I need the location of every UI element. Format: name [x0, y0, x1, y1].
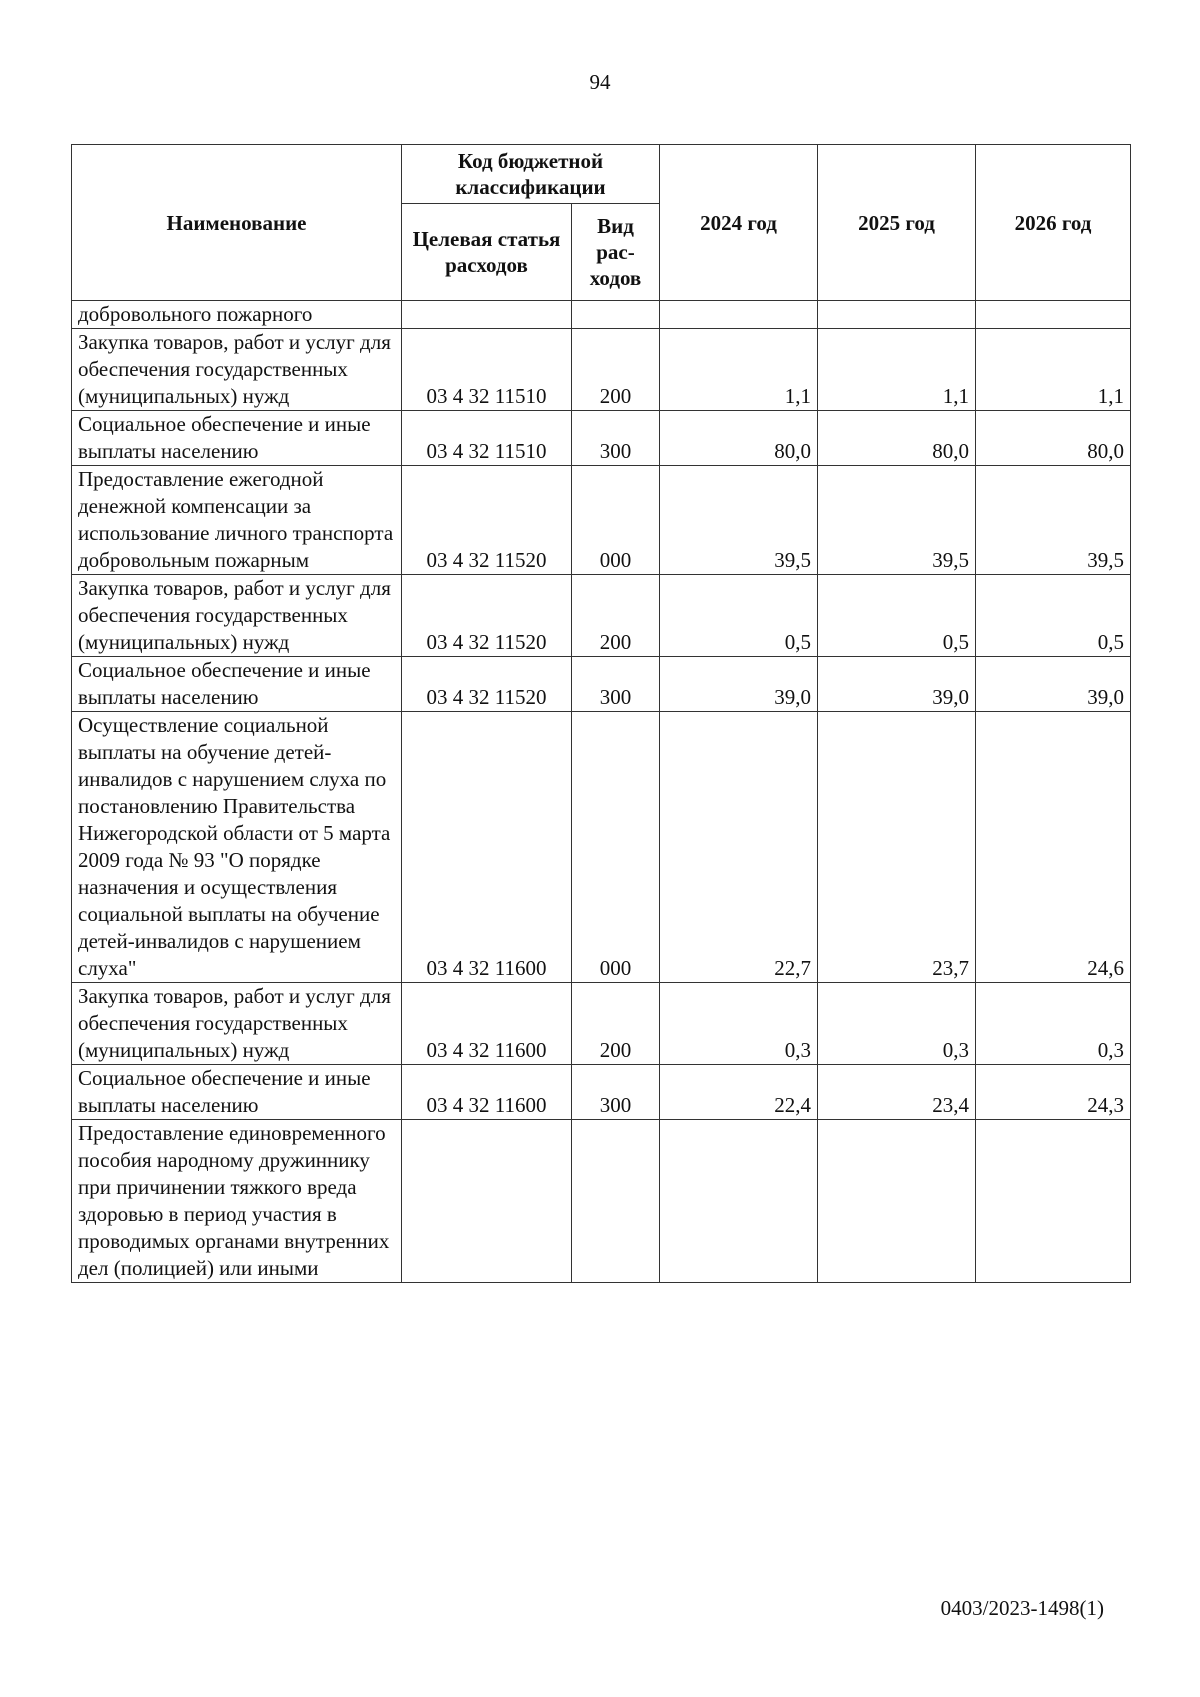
header-2025: 2025 год [818, 145, 976, 301]
row-name-cell: Предоставление ежегодной денежной компенсации за использование личного транспорта добровольным пожарным [72, 466, 402, 575]
row-2025-cell: 0,5 [818, 575, 976, 657]
table-row [72, 329, 1131, 411]
row-name-cell: Закупка товаров, работ и услуг для обеспечения государственных (муниципальных) нужд [72, 329, 402, 411]
row-expense-type-cell: 200 [572, 329, 660, 411]
row-2024-cell: 39,0 [660, 657, 818, 712]
row-target-article-cell: 03 4 32 11520 [402, 575, 572, 657]
row-expense-type-cell: 200 [572, 983, 660, 1065]
header-target-article: Целевая статья расходов [402, 204, 572, 301]
row-expense-type-cell: 300 [572, 657, 660, 712]
row-target-article-cell: 03 4 32 11520 [402, 466, 572, 575]
row-2026-cell: 39,0 [976, 657, 1131, 712]
row-target-article-cell: 03 4 32 11600 [402, 712, 572, 983]
row-name-cell: Предоставление единовременного пособия народному дружиннику при причинении тяжкого вреда здоровью в период участия в проводимых органами внутренних дел (полицией) или иными [72, 1120, 402, 1283]
row-2024-cell: 0,5 [660, 575, 818, 657]
table-row [72, 466, 1131, 575]
table-row [72, 983, 1131, 1065]
row-2024-cell [660, 1120, 818, 1283]
header-2026: 2026 год [976, 145, 1131, 301]
row-2024-cell: 1,1 [660, 329, 818, 411]
table-row [72, 575, 1131, 657]
row-2026-cell: 39,5 [976, 466, 1131, 575]
row-name-cell: добровольного пожарного [72, 301, 402, 329]
row-target-article-cell [402, 1120, 572, 1283]
row-name-cell: Закупка товаров, работ и услуг для обеспечения государственных (муниципальных) нужд [72, 983, 402, 1065]
row-2025-cell: 39,5 [818, 466, 976, 575]
row-2025-cell: 1,1 [818, 329, 976, 411]
row-2025-cell: 23,4 [818, 1065, 976, 1120]
row-name-cell: Социальное обеспечение и иные выплаты населению [72, 657, 402, 712]
row-2026-cell: 1,1 [976, 329, 1131, 411]
row-name-cell: Социальное обеспечение и иные выплаты населению [72, 411, 402, 466]
row-expense-type-cell: 200 [572, 575, 660, 657]
row-target-article-cell [402, 301, 572, 329]
row-expense-type-cell: 000 [572, 466, 660, 575]
row-2024-cell: 22,7 [660, 712, 818, 983]
row-target-article-cell: 03 4 32 11520 [402, 657, 572, 712]
row-2024-cell: 39,5 [660, 466, 818, 575]
row-name-cell: Закупка товаров, работ и услуг для обеспечения государственных (муниципальных) нужд [72, 575, 402, 657]
row-2026-cell: 24,6 [976, 712, 1131, 983]
table-row [72, 1065, 1131, 1120]
header-expense-type: Вид рас-ходов [572, 204, 660, 301]
row-2025-cell: 0,3 [818, 983, 976, 1065]
row-target-article-cell: 03 4 32 11510 [402, 411, 572, 466]
row-2026-cell: 0,3 [976, 983, 1131, 1065]
row-expense-type-cell: 300 [572, 411, 660, 466]
table-row [72, 411, 1131, 466]
table-row [72, 301, 1131, 329]
row-2025-cell [818, 1120, 976, 1283]
row-2025-cell [818, 301, 976, 329]
budget-table [71, 144, 1131, 1283]
row-expense-type-cell [572, 1120, 660, 1283]
row-expense-type-cell: 300 [572, 1065, 660, 1120]
row-2026-cell: 24,3 [976, 1065, 1131, 1120]
row-2026-cell: 0,5 [976, 575, 1131, 657]
page-number: 94 [589, 70, 611, 94]
row-2026-cell: 80,0 [976, 411, 1131, 466]
table-row [72, 1120, 1131, 1283]
table-row [72, 712, 1131, 983]
row-2026-cell [976, 301, 1131, 329]
row-2024-cell: 22,4 [660, 1065, 818, 1120]
row-expense-type-cell [572, 301, 660, 329]
row-2024-cell [660, 301, 818, 329]
row-2025-cell: 80,0 [818, 411, 976, 466]
row-expense-type-cell: 000 [572, 712, 660, 983]
row-2024-cell: 80,0 [660, 411, 818, 466]
row-2025-cell: 23,7 [818, 712, 976, 983]
header-2024: 2024 год [660, 145, 818, 301]
row-name-cell: Социальное обеспечение и иные выплаты населению [72, 1065, 402, 1120]
header-code-group: Код бюджетной классификации [402, 145, 660, 204]
row-name-cell: Осуществление социальной выплаты на обучение детей-инвалидов с нарушением слуха по постановлению Правительства Нижегородской области от 5 марта 2009 года № 93 "О порядке назначения и осуществления социальной выплаты на обучение детей-инвалидов с нарушением слуха" [72, 712, 402, 983]
document-code: 0403/2023-1498(1) [940, 1596, 1104, 1620]
row-2024-cell: 0,3 [660, 983, 818, 1065]
table-row [72, 657, 1131, 712]
row-target-article-cell: 03 4 32 11600 [402, 1065, 572, 1120]
row-target-article-cell: 03 4 32 11600 [402, 983, 572, 1065]
header-name: Наименование [72, 145, 402, 301]
row-2026-cell [976, 1120, 1131, 1283]
row-target-article-cell: 03 4 32 11510 [402, 329, 572, 411]
row-2025-cell: 39,0 [818, 657, 976, 712]
